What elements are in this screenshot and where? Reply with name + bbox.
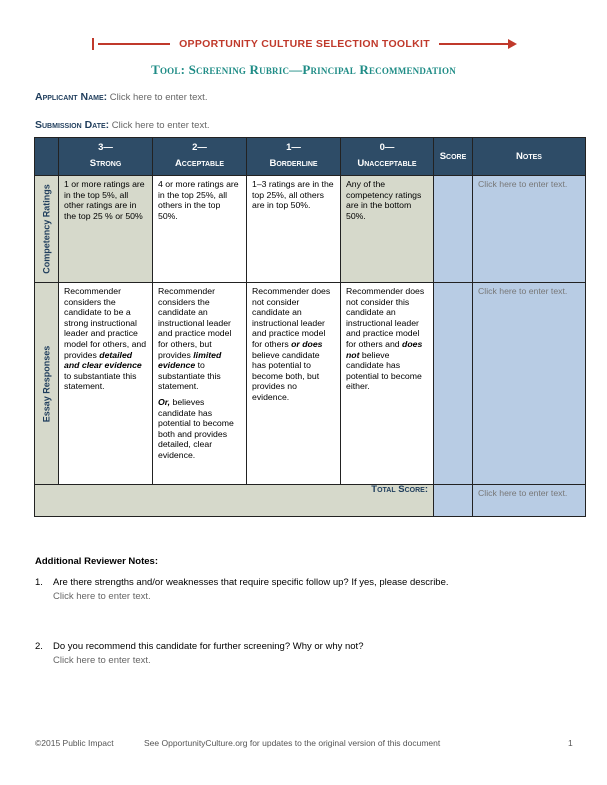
cell-competency-borderline: 1–3 ratings are in the top 25%, all others are in top 50%. (247, 176, 341, 283)
score-cell-competency[interactable] (434, 176, 473, 283)
table-header-row (35, 138, 586, 176)
question-2 (35, 641, 364, 666)
cell-essay-unacceptable: Recommender does not consider this candidate an instructional leader and practice model for others and does not believe candidate has potential to become either. (341, 283, 434, 485)
question-2-input[interactable]: Click here to enter text. (53, 655, 151, 666)
question-2-number: 2. (35, 641, 43, 652)
question-1 (35, 577, 449, 602)
table-row-total (35, 485, 586, 517)
cell-competency-unacceptable: Any of the competency ratings are in the bottom 50%. (341, 176, 434, 283)
notes-input-competency[interactable]: Click here to enter text. (473, 176, 586, 283)
question-1-number: 1. (35, 577, 43, 588)
col-header-notes: Notes (473, 138, 586, 176)
submission-date-label: Submission Date: (35, 119, 110, 131)
submission-date-field (35, 119, 209, 131)
score-cell-essay[interactable] (434, 283, 473, 485)
notes-input-essay[interactable]: Click here to enter text. (473, 283, 586, 485)
col-header-strong: 3— Strong (59, 138, 153, 176)
footer-copyright: ©2015 Public Impact (35, 738, 114, 748)
question-1-input[interactable]: Click here to enter text. (53, 591, 151, 602)
table-row-competency (35, 176, 586, 283)
banner-arrow-icon (508, 39, 517, 49)
total-score-cell[interactable] (434, 485, 473, 517)
row-label-essay: Essay Responses (35, 283, 59, 485)
col-header-score: Score (434, 138, 473, 176)
question-1-text: Are there strengths and/or weaknesses that require specific follow up? If yes, please describe. (53, 577, 449, 588)
banner-right-line (439, 43, 509, 45)
notes-input-total[interactable]: Click here to enter text. (473, 485, 586, 517)
applicant-name-input[interactable]: Click here to enter text. (109, 92, 208, 103)
corner-header (35, 138, 59, 176)
cell-essay-acceptable: Recommender considers the candidate an instructional leader and practice model for others, but provides limited evidence to substantiate this statement. Or, believes candidate has potential to become both and provides detailed, clear evidence. (153, 283, 247, 485)
row-label-competency: Competency Ratings (35, 176, 59, 283)
applicant-name-field (35, 91, 207, 103)
submission-date-input[interactable]: Click here to enter text. (111, 120, 210, 131)
footer-note: See OpportunityCulture.org for updates to the original version of this document (144, 738, 441, 748)
cell-competency-strong: 1 or more ratings are in the top 5%, all other ratings are in the top 25 % or 50% (59, 176, 153, 283)
cell-essay-strong: Recommender considers the candidate to be a strong instructional leader and practice model for others, and provides detailed and clear evidence to substantiate this statement. (59, 283, 153, 485)
banner-left-line (98, 43, 170, 45)
screening-rubric-table (34, 137, 586, 517)
col-header-borderline: 1— Borderline (247, 138, 341, 176)
additional-notes-heading: Additional Reviewer Notes: (35, 556, 158, 567)
total-score-label: Total Score: (35, 485, 434, 517)
cell-essay-borderline: Recommender does not consider candidate an instructional leader and practice model for others or does believe candidate has potential to become both, but provides no evidence. (247, 283, 341, 485)
banner-title: OPPORTUNITY CULTURE SELECTION TOOLKIT (179, 38, 430, 50)
document-title: Tool: Screening Rubric—Principal Recommendation (151, 62, 456, 77)
cell-competency-acceptable: 4 or more ratings are in the top 25%, all others in the top 50%. (153, 176, 247, 283)
question-2-text: Do you recommend this candidate for further screening? Why or why not? (53, 641, 364, 652)
page-number: 1 (568, 738, 573, 748)
toolkit-banner (92, 37, 517, 51)
col-header-unacceptable: 0— Unacceptable (341, 138, 434, 176)
applicant-name-label: Applicant Name: (35, 91, 108, 103)
col-header-acceptable: 2— Acceptable (153, 138, 247, 176)
table-row-essay (35, 283, 586, 485)
